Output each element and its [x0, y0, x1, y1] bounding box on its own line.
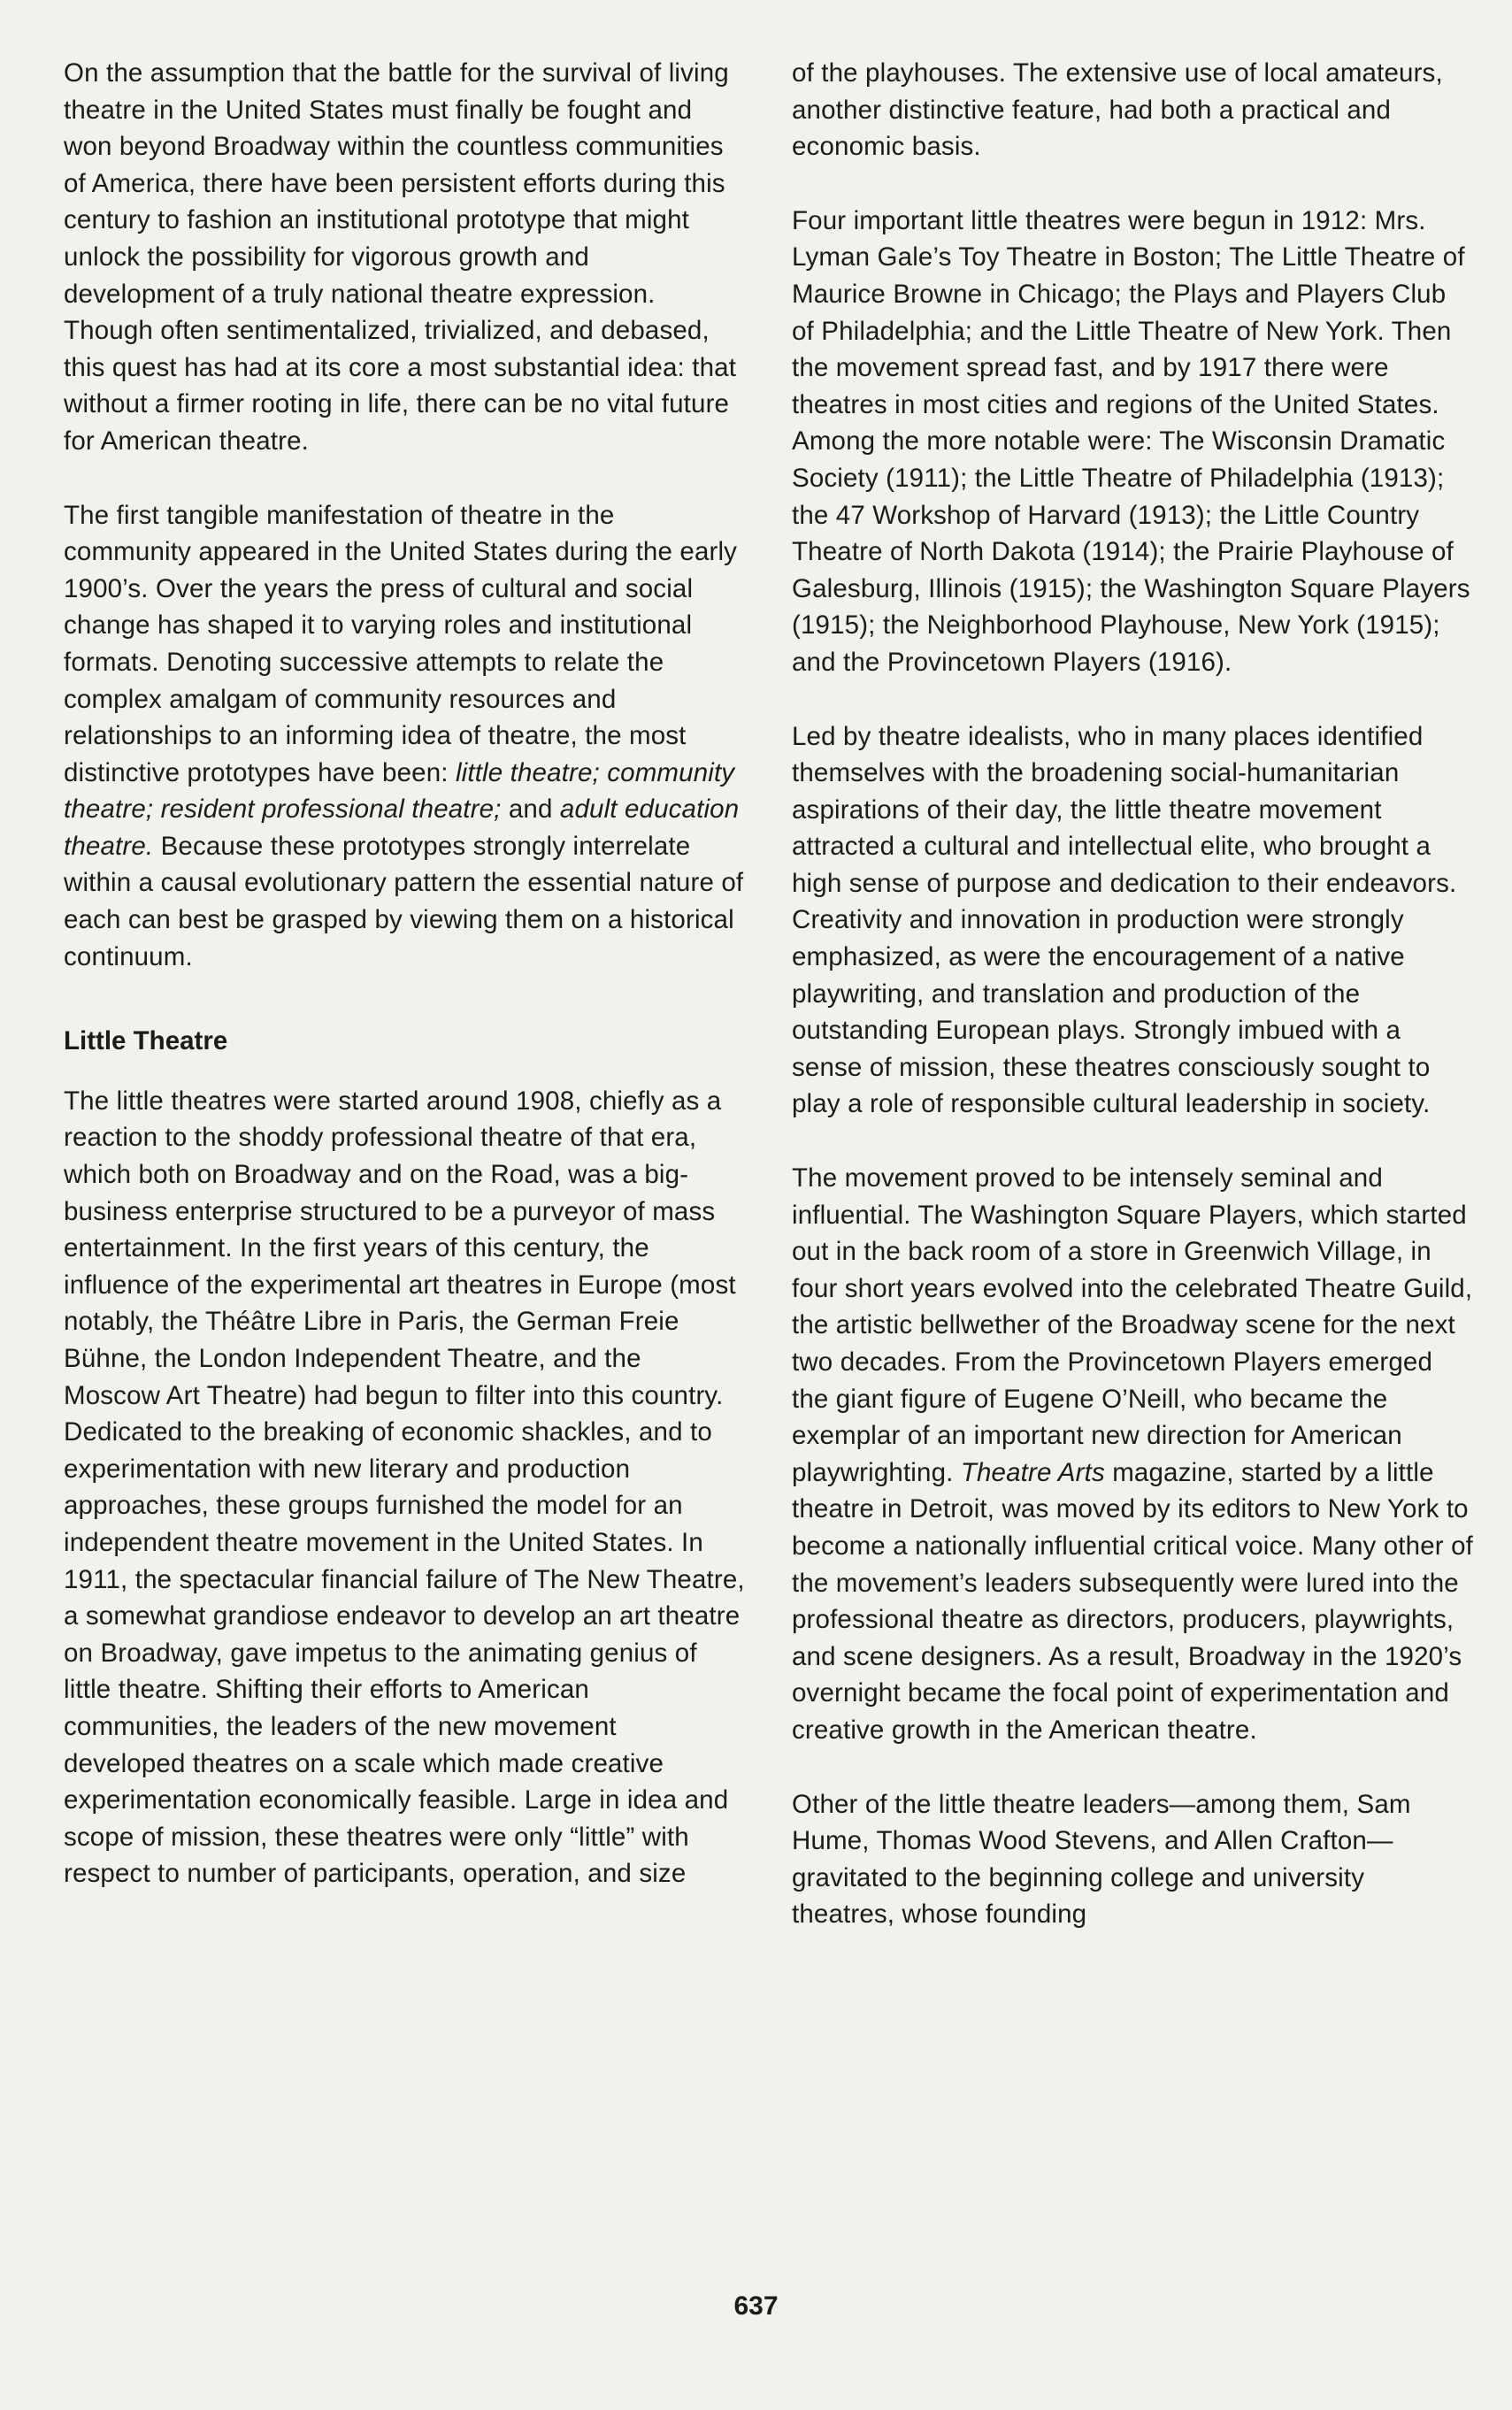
- prototype-list-italic: little theatre; community theatre; resident professional theatre;: [64, 757, 735, 825]
- paragraph-prototypes-text-a: The first tangible manifestation of theatre in the community appeared in the United States during the early 1900’s. Over the years the press of cultural and social change has shaped it to varying roles and institutional formats. Denoting successive attempts to relate the complex amalgam of community resources and relationships to an informing idea of theatre, the most distinctive prototypes have been:: [64, 500, 738, 787]
- theatre-arts-italic: Theatre Arts: [960, 1457, 1105, 1487]
- right-column: [792, 55, 1473, 1933]
- paragraph-little-theatre-origins: The little theatres were started around 1908, chiefly as a reaction to the shoddy professional theatre of that era, which both on Broadway and on the Road, was a big-business enterprise structured to be a purveyor of mass entertainment. In the first years of this century, the influence of the experimental art theatres in Europe (most notably, the Théâtre Libre in Paris, the German Freie Bühne, the London Independent Theatre, and the Moscow Art Theatre) had begun to filter into this country. Dedicated to the breaking of economic shackles, and to experimentation with new literary and production approaches, these groups furnished the model for an independent theatre movement in the United States. In 1911, the spectacular financial failure of The New Theatre, a somewhat grandiose endeavor to develop an art theatre on Broadway, gave impetus to the animating genius of little theatre. Shifting their efforts to American communities, the leaders of the new movement developed theatres on a scale which made creative experimentation economically feasible. Large in idea and scope of mission, these theatres were only “little” with respect to number of participants, operation, and size: [64, 1086, 745, 1889]
- left-column: [64, 55, 745, 1892]
- paragraph-prototypes-text-b: and: [501, 794, 560, 825]
- paragraph-playhouses: of the playhouses. The extensive use of local amateurs, another distinctive feature, had both a practical and economic basis.: [792, 58, 1443, 162]
- paragraph-four-little-theatres: Four important little theatres were begun in 1912: Mrs. Lyman Gale’s Toy Theatre in Boston; The Little Theatre of Maurice Browne in Chicago; the Plays and Players Club of Philadelphia; and the Little Theatre of New York. Then the movement spread fast, and by 1917 there were theatres in most cities and regions of the United States. Among the more notable were: The Wisconsin Dramatic Society (1911); the Little Theatre of Philadelphia (1913); the 47 Workshop of Harvard (1913); the Little Country Theatre of North Dakota (1914); the Prairie Playhouse of Galesburg, Illinois (1915); the Washington Square Players (1915); the Neighborhood Playhouse, New York (1915); and the Provincetown Players (1916).: [792, 205, 1470, 677]
- paragraph-prototypes: [64, 497, 745, 976]
- paragraph-movement-text-b: magazine, started by a little theatre in Detroit, was moved by its editors to New York to become a nationally influential critical voice. Many other of the movement’s leaders subsequently were lured into the professional theatre as directors, producers, playwrights, and scene designers. As a result, Broadway in the 1920’s overnight became the focal point of experimentation and creative growth in the American theatre.: [792, 1457, 1473, 1745]
- paragraph-theatre-idealists: Led by theatre idealists, who in many places identified themselves with the broadening social-humanitarian aspirations of their day, the little theatre movement attracted a cultural and intellectual elite, who brought a high sense of purpose and dedication to their endeavors. Creativity and innovation in production were strongly emphasized, as were the encouragement of a native playwriting, and translation and production of the outstanding European plays. Strongly imbued with a sense of mission, these theatres consciously sought to play a role of responsible cultural leadership in society.: [792, 721, 1457, 1119]
- section-heading-little-theatre: Little Theatre: [64, 1026, 228, 1056]
- paragraph-college-theatres: Other of the little theatre leaders—among them, Sam Hume, Thomas Wood Stevens, and Allen Crafton—gravitated to the beginning college and university theatres, whose founding: [792, 1789, 1411, 1930]
- page-number: 637: [733, 2291, 779, 2321]
- paragraph-movement-influence: [792, 1160, 1473, 1749]
- paragraph-prototypes-text-c: Because these prototypes strongly interrelate within a causal evolutionary pattern the essential nature of each can best be grasped by viewing them on a historical continuum.: [64, 831, 744, 971]
- paragraph-survival-of-theatre: On the assumption that the battle for the survival of living theatre in the United States must finally be fought and won beyond Broadway within the countless communities of America, there have been persistent efforts during this century to fashion an institutional prototype that might unlock the possibility for vigorous growth and development of a truly national theatre expression. Though often sentimentalized, trivialized, and debased, this quest has had at its core a most substantial idea: that without a firmer rooting in life, there can be no vital future for American theatre.: [64, 58, 737, 456]
- adult-education-theatre-italic: adult education theatre.: [64, 794, 740, 861]
- paragraph-movement-text-a: The movement proved to be intensely seminal and influential. The Washington Square Players, which started out in the back room of a store in Greenwich Village, in four short years evolved into the celebrated Theatre Guild, the artistic bellwether of the Broadway scene for the next two decades. From the Provincetown Players emerged the giant figure of Eugene O’Neill, who became the exemplar of an important new direction for American playwrighting.: [792, 1163, 1473, 1487]
